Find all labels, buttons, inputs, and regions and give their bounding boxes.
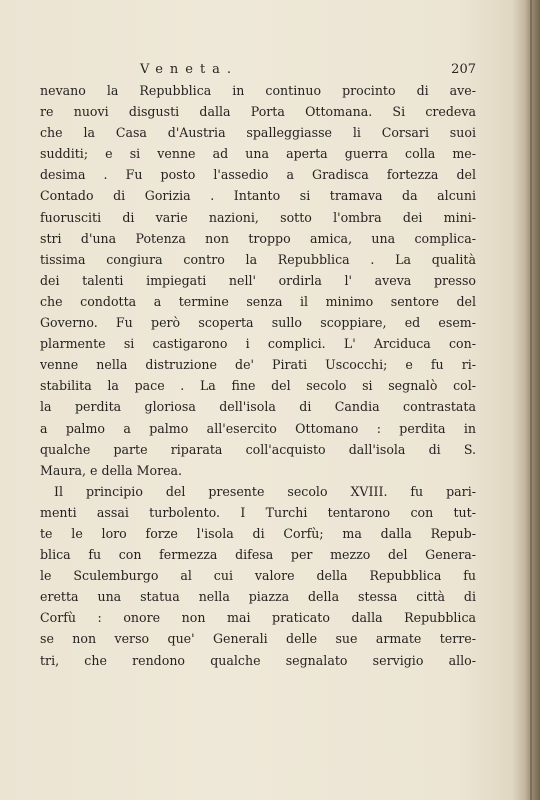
text-line: tri, che rendono qualche segnalato servigio allo- <box>40 652 476 668</box>
text-line: venne nella distruzione de' Pirati Uscocchi; e fu ri- <box>40 357 476 373</box>
text-line: qualche parte riparata coll'acquisto dall'isola di S. <box>40 441 476 457</box>
text-line: nevano la Repubblica in continuo procinto di ave- <box>40 83 476 98</box>
text-line: re nuovi disgusti dalla Porta Ottomana. Si credeva <box>40 104 476 120</box>
text-line: che la Casa d'Austria spalleggiasse li Corsari suoi <box>40 125 476 141</box>
text-line: desima . Fu posto l'assedio a Gradisca fortezza del <box>40 167 476 183</box>
text-line: dei talenti impiegati nell' ordirla l' aveva presso <box>40 272 476 288</box>
page-header <box>40 62 476 82</box>
text-line: sudditi; e si venne ad una aperta guerra colla me- <box>40 146 476 162</box>
text-line: fuorusciti di varie nazioni, sotto l'ombra dei mini- <box>40 209 476 225</box>
page-edge <box>530 0 532 800</box>
text-line: Governo. Fu però scoperta sullo scoppiare, ed esem- <box>40 315 476 331</box>
text-line: le Sculemburgo al cui valore della Repubblica fu <box>40 568 476 584</box>
text-line: eretta una statua nella piazza della stessa città di <box>40 589 476 605</box>
text-line: te le loro forze l'isola di Corfù; ma dalla Repub- <box>40 525 476 541</box>
text-line: stri d'una Potenza non troppo amica, una complica- <box>40 230 476 246</box>
text-line: Il principio del presente secolo XVIII. fu pari- <box>54 483 476 499</box>
text-line: Maura, e della Morea. <box>40 462 183 478</box>
running-head: Veneta. <box>140 62 239 77</box>
text-line: plarmente si castigarono i complici. L' Arciduca con- <box>40 336 476 352</box>
spine-shadow <box>512 0 540 800</box>
text-line: tissima congiura contro la Repubblica . La qualità <box>40 251 476 267</box>
text-line: Corfù : onore non mai praticato dalla Repubblica <box>40 610 476 626</box>
text-line: che condotta a termine senza il minimo sentore del <box>40 293 476 309</box>
page-number: 207 <box>451 62 476 77</box>
text-line: a palmo a palmo all'esercito Ottomano : perdita in <box>40 420 476 436</box>
body-text <box>40 80 476 671</box>
text-line: Contado di Gorizia . Intanto si tramava da alcuni <box>40 188 476 204</box>
text-line: se non verso que' Generali delle sue armate terre- <box>40 631 476 647</box>
text-line: blica fu con fermezza difesa per mezzo del Genera- <box>40 547 476 563</box>
text-line: stabilita la pace . La fine del secolo si segnalò col- <box>40 378 476 394</box>
text-line: menti assai turbolento. I Turchi tentarono con tut- <box>40 504 476 520</box>
text-line: la perdita gloriosa dell'isola di Candia contrastata <box>40 399 476 415</box>
